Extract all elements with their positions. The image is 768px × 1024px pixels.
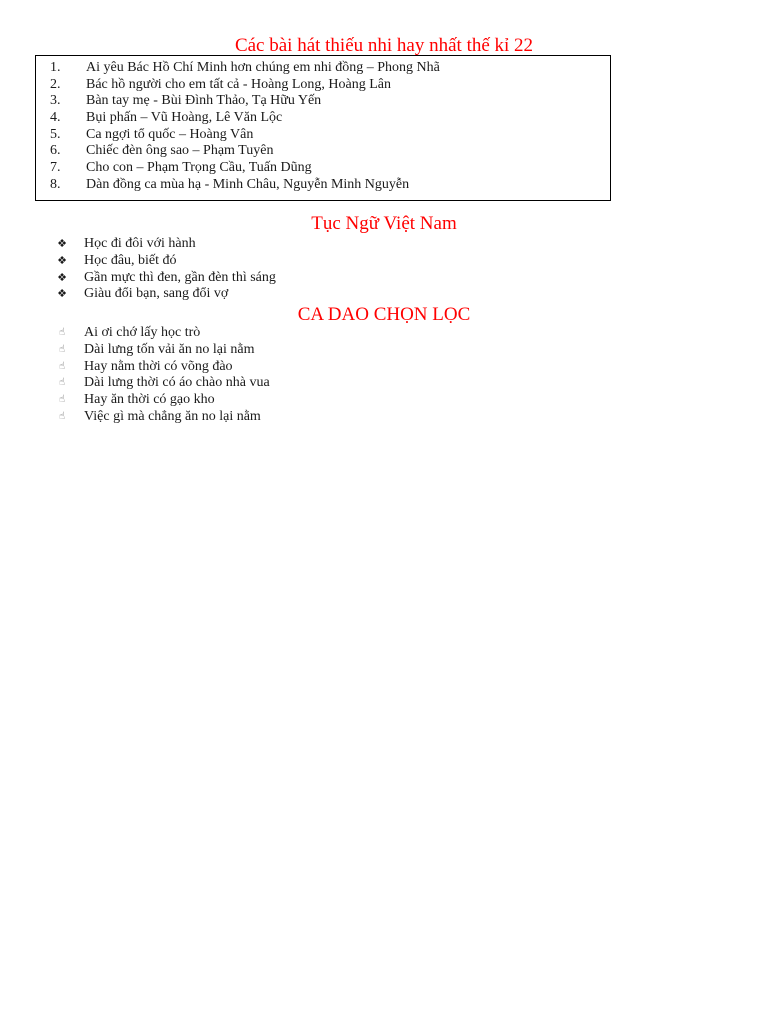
proverb-text: Gần mực thì đen, gần đèn thì sáng — [84, 269, 276, 285]
pointing-hand-icon: ☝ — [58, 343, 66, 355]
song-text: Ca ngợi tổ quốc – Hoàng Vân — [86, 126, 254, 142]
song-text: Dàn đồng ca mùa hạ - Minh Châu, Nguyễn Minh Nguyễn — [86, 176, 410, 192]
songs-title: Các bài hát thiếu nhi hay nhất thế kỉ 22 — [234, 35, 534, 56]
cadao-text: Hay nằm thời có võng đào — [84, 358, 233, 374]
cadao-title: CA DAO CHỌN LỌC — [297, 304, 471, 325]
song-text: Bàn tay mẹ - Bùi Đình Thảo, Tạ Hữu Yến — [86, 93, 322, 109]
song-text: Bụi phấn – Vũ Hoàng, Lê Văn Lộc — [86, 110, 283, 126]
cadao-text: Hay ăn thời có gạo kho — [84, 392, 215, 408]
song-number: 7. — [50, 160, 61, 176]
song-text: Chiếc đèn ông sao – Phạm Tuyên — [86, 143, 274, 159]
pointing-hand-icon: ☝ — [58, 410, 66, 422]
cadao-text: Dài lưng tốn vải ăn no lại nằm — [84, 341, 255, 357]
song-number: 1. — [50, 60, 61, 75]
proverb-text: Giàu đổi bạn, sang đổi vợ — [84, 286, 229, 302]
song-number: 4. — [50, 110, 61, 126]
songs-box — [35, 55, 611, 201]
proverb-text: Học đi đôi với hành — [84, 236, 196, 251]
diamond-cluster-icon: ❖ — [57, 287, 67, 301]
song-text: Ai yêu Bác Hồ Chí Minh hơn chúng em nhi đồng – Phong Nhã — [86, 60, 440, 75]
song-text: Cho con – Phạm Trọng Cầu, Tuấn Dũng — [86, 160, 312, 176]
cadao-text: Dài lưng thời có áo chào nhà vua — [84, 375, 270, 391]
diamond-cluster-icon: ❖ — [57, 253, 67, 267]
diamond-cluster-icon: ❖ — [57, 237, 67, 250]
cadao-text: Ai ơi chớ lấy học trò — [84, 325, 201, 340]
pointing-hand-icon: ☝ — [58, 377, 66, 389]
song-text: Bác hồ người cho em tất cả - Hoàng Long, Hoàng Lân — [86, 76, 392, 92]
pointing-hand-icon: ☝ — [58, 327, 66, 338]
cadao-text: Việc gì mà chẳng ăn no lại nằm — [84, 408, 261, 424]
song-number: 6. — [50, 143, 61, 159]
song-number: 5. — [50, 126, 61, 142]
song-number: 2. — [50, 76, 61, 92]
song-number: 8. — [50, 176, 61, 192]
pointing-hand-icon: ☝ — [58, 360, 66, 372]
proverbs-title: Tục Ngữ Việt Nam — [311, 213, 457, 234]
song-number: 3. — [50, 93, 61, 109]
proverb-text: Học đâu, biết đó — [84, 252, 177, 268]
pointing-hand-icon: ☝ — [58, 394, 66, 406]
diamond-cluster-icon: ❖ — [57, 270, 67, 284]
